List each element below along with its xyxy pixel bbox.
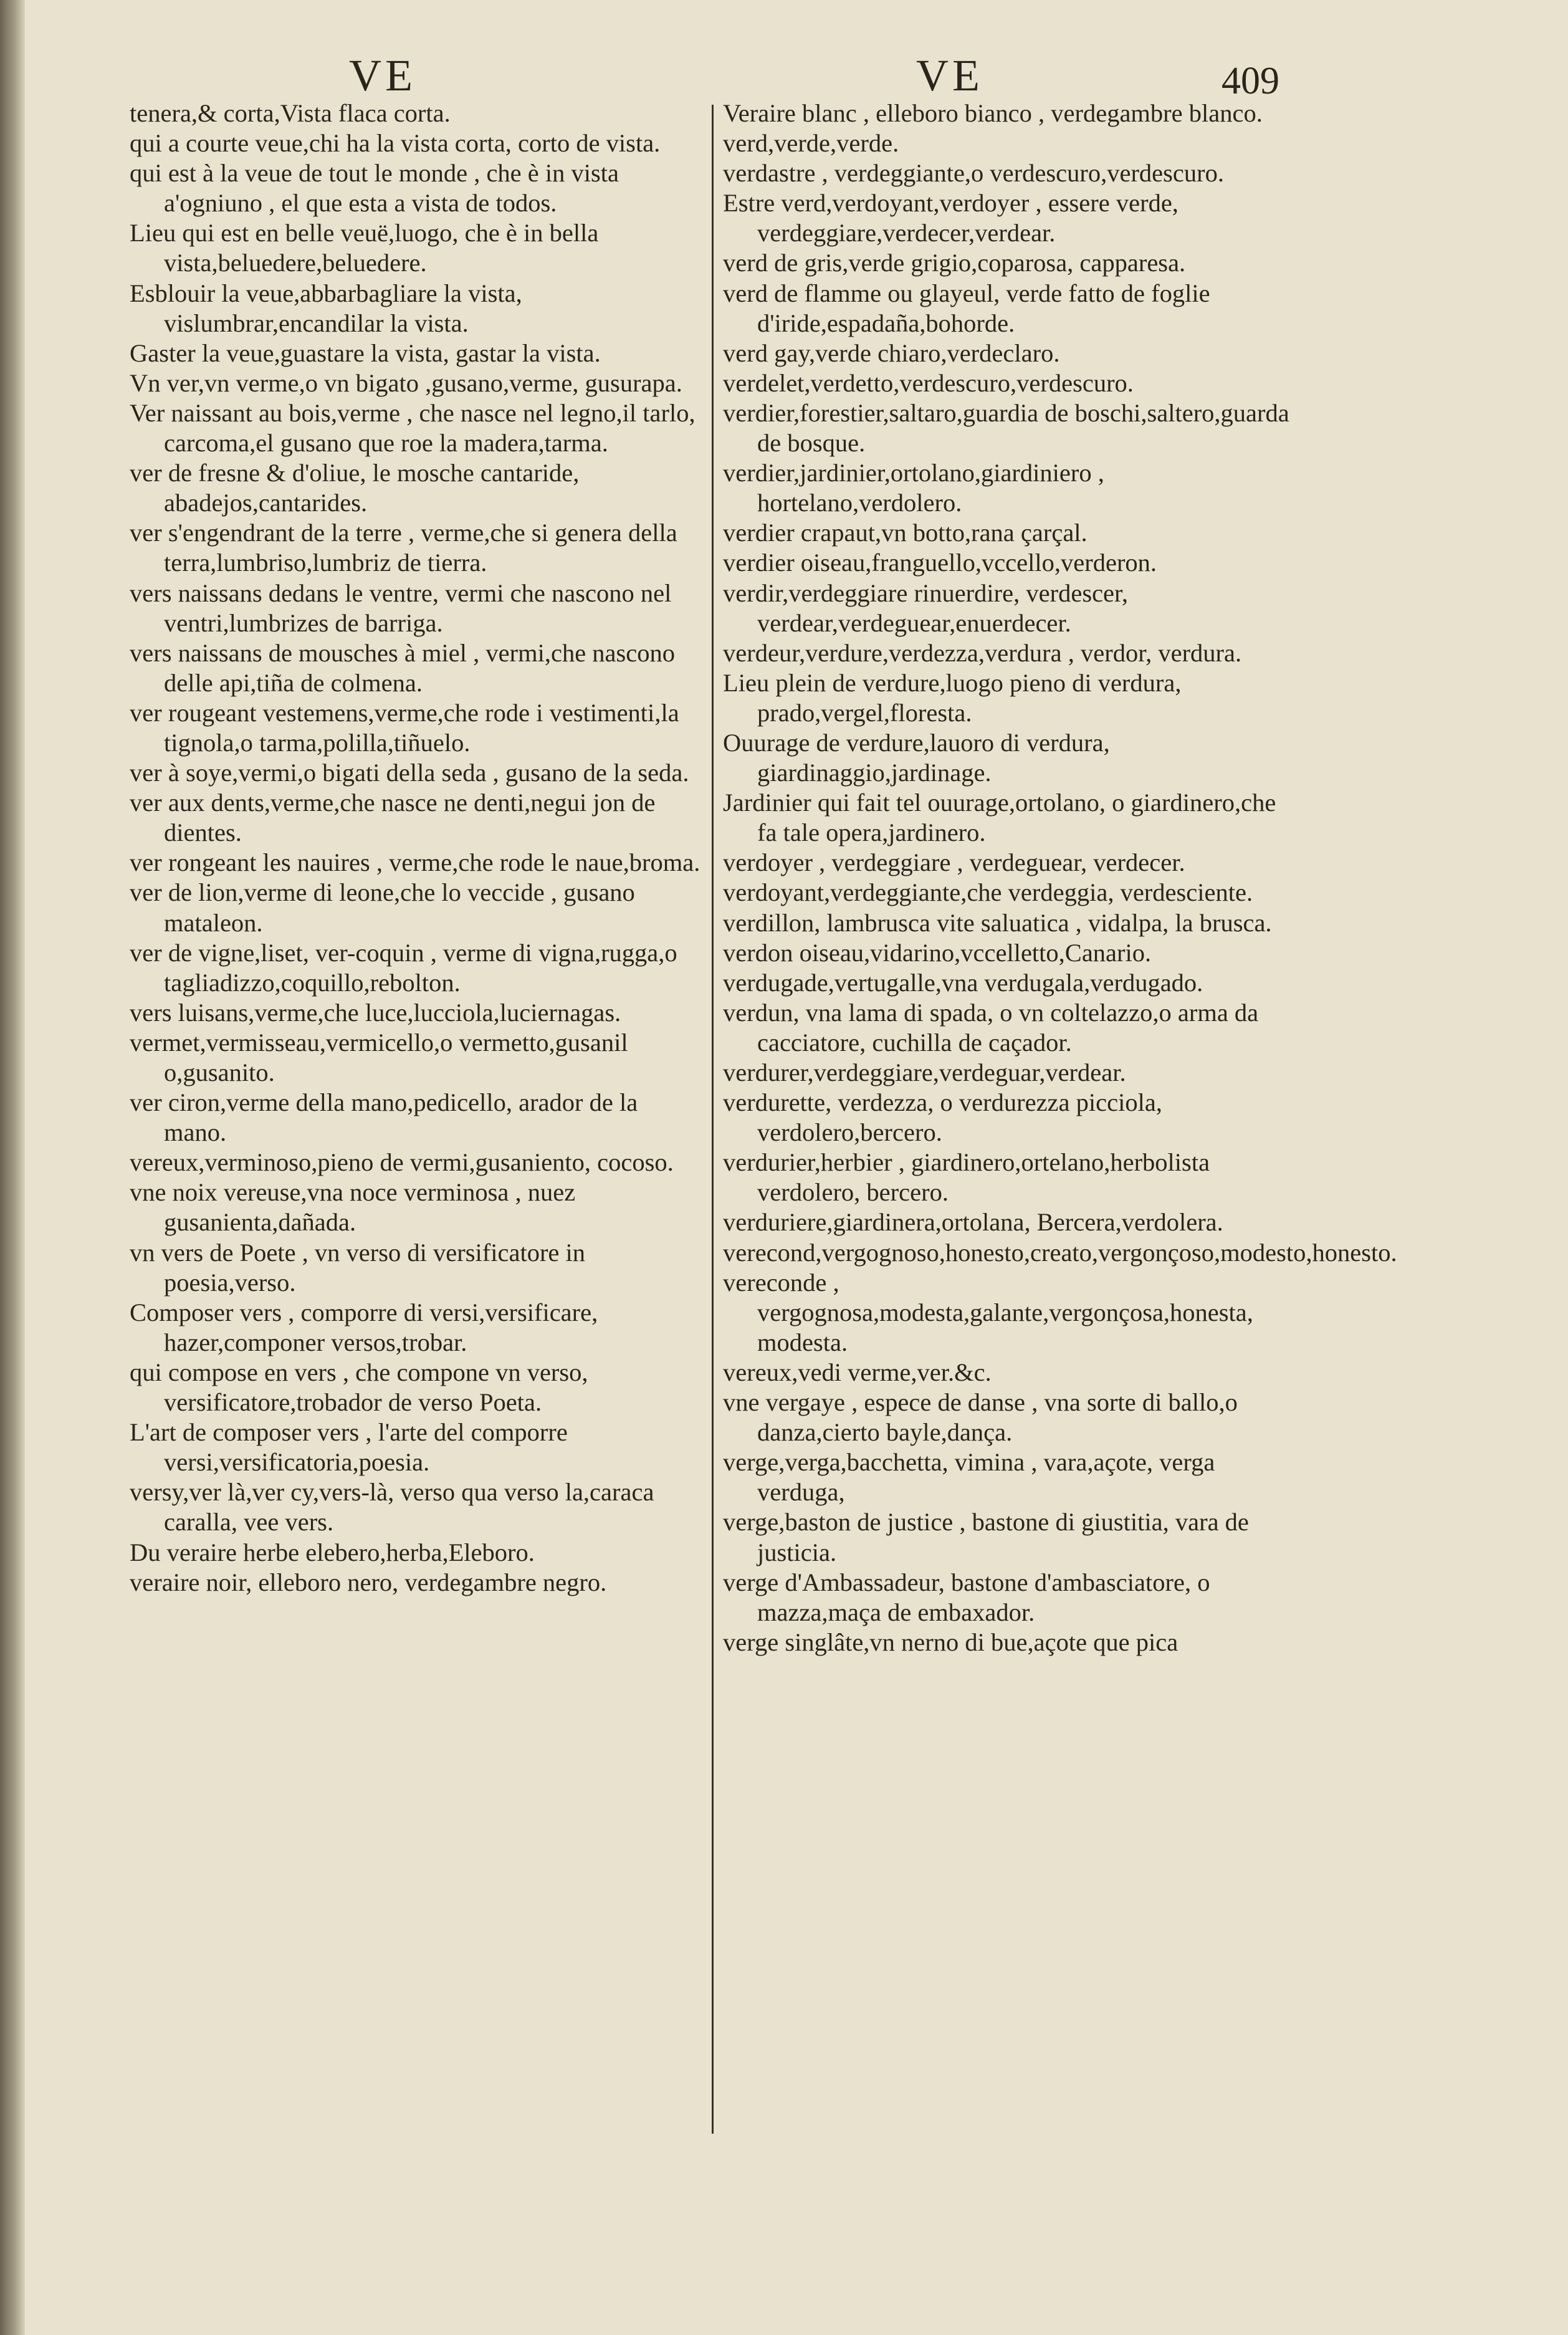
dictionary-entry: versy,ver là,ver cy,vers-là, verso qua verso la,caraca caralla, vee vers. bbox=[130, 1478, 654, 1537]
left-running-head: VE bbox=[349, 50, 416, 100]
dictionary-entry: Composer vers , comporre di versi,versificare, hazer,componer versos,trobar. bbox=[130, 1298, 598, 1356]
dictionary-entry: verd,verde,verde. bbox=[723, 129, 899, 158]
dictionary-entry: verge d'Ambassadeur, bastone d'ambasciatore, o mazza,maça de embaxador. bbox=[723, 1568, 1210, 1626]
dictionary-entry: ver de fresne & d'oliue, le mosche cantaride, abadejos,cantarides. bbox=[130, 459, 580, 517]
dictionary-entry: ver rongeant les nauires , verme,che rode le naue,broma. bbox=[130, 848, 700, 877]
dictionary-entry: tenera,& corta,Vista flaca corta. bbox=[130, 99, 451, 127]
dictionary-entry: Lieu plein de verdure,luogo pieno di verdura, prado,vergel,floresta. bbox=[723, 668, 1182, 727]
dictionary-entry: ver de lion,verme di leone,che lo veccide , gusano mataleon. bbox=[130, 878, 635, 937]
dictionary-entry: verdoyer , verdeggiare , verdeguear, verdecer. bbox=[723, 848, 1185, 877]
dictionary-entry: vereux,vedi verme,ver.&c. bbox=[723, 1358, 992, 1386]
dictionary-entry: qui compose en vers , che compone vn verso, versificatore,trobador de verso Poeta. bbox=[130, 1358, 588, 1417]
dictionary-entry: ver aux dents,verme,che nasce ne denti,negui jon de dientes. bbox=[130, 789, 656, 847]
dictionary-entry: verdir,verdeggiare rinuerdire, verdescer, verdear,verdeguear,enuerdecer. bbox=[723, 578, 1129, 637]
dictionary-entry: verdun, vna lama di spada, o vn coltelazzo,o arma da cacciatore, cuchilla de caçador. bbox=[723, 998, 1259, 1057]
dictionary-entry: verecond,vergognoso,honesto,creato,vergonçoso,modesto,honesto. bbox=[723, 1238, 1397, 1267]
dictionary-entry: vers naissans dedans le ventre, vermi che nascono nel ventri,lumbrizes de barriga. bbox=[130, 578, 672, 637]
dictionary-entry: verdier,jardinier,ortolano,giardiniero , hortelano,verdolero. bbox=[723, 459, 1104, 517]
dictionary-entry: verdugade,vertugalle,vna verdugala,verdugado. bbox=[723, 968, 1203, 997]
dictionary-entry: verdon oiseau,vidarino,vccelletto,Canario. bbox=[723, 938, 1152, 967]
dictionary-entry: vermet,vermisseau,vermicello,o vermetto,gusanil o,gusanito. bbox=[130, 1028, 628, 1086]
dictionary-entry: vers luisans,verme,che luce,lucciola,luciernagas. bbox=[130, 998, 621, 1027]
left-column bbox=[130, 98, 703, 1598]
dictionary-entry: verd de gris,verde grigio,coparosa, capparesa. bbox=[723, 249, 1186, 277]
dictionary-entry: verd de flamme ou glayeul, verde fatto de foglie d'iride,espadaña,bohorde. bbox=[723, 279, 1210, 337]
dictionary-entry: qui est à la veue de tout le monde , che è in vista a'ogniuno , el que esta a vista de todos. bbox=[130, 159, 619, 218]
column-divider bbox=[712, 105, 714, 2134]
dictionary-entry: verdurer,verdeggiare,verdeguar,verdear. bbox=[723, 1058, 1126, 1086]
dictionary-entry: Du veraire herbe elebero,herba,Eleboro. bbox=[130, 1538, 535, 1566]
dictionary-entry: Lieu qui est en belle veuë,luogo, che è in bella vista,beluedere,beluedere. bbox=[130, 219, 599, 277]
dictionary-entry: Vn ver,vn verme,o vn bigato ,gusano,verme, gusurapa. bbox=[130, 368, 682, 397]
dictionary-entry: verge singlâte,vn nerno di bue,açote que pica bbox=[723, 1628, 1178, 1656]
dictionary-entry: vne noix vereuse,vna noce verminosa , nuez gusanienta,dañada. bbox=[130, 1178, 576, 1237]
dictionary-entry: verge,verga,bacchetta, vimina , vara,açote, verga verduga, bbox=[723, 1448, 1215, 1507]
dictionary-entry: verdeur,verdure,verdezza,verdura , verdor, verdura. bbox=[723, 638, 1242, 667]
dictionary-entry: verdurette, verdezza, o verdurezza picciola, verdolero,bercero. bbox=[723, 1088, 1162, 1147]
dictionary-entry: ver à soye,vermi,o bigati della seda , gusano de la seda. bbox=[130, 759, 689, 787]
dictionary-entry: Jardinier qui fait tel ouurage,ortolano, o giardinero,che fa tale opera,jardinero. bbox=[723, 789, 1276, 847]
dictionary-entry: ver rougeant vestemens,verme,che rode i vestimenti,la tignola,o tarma,polilla,tiñuelo. bbox=[130, 698, 679, 757]
dictionary-entry: vereux,verminoso,pieno de vermi,gusaniento, cocoso. bbox=[130, 1148, 674, 1177]
right-running-head: VE bbox=[916, 50, 983, 100]
dictionary-entry: verdier oiseau,franguello,vccello,verderon. bbox=[723, 549, 1157, 577]
dictionary-entry: verdastre , verdeggiante,o verdescuro,verdescuro. bbox=[723, 159, 1225, 188]
dictionary-entry: verdelet,verdetto,verdescuro,verdescuro. bbox=[723, 368, 1134, 397]
dictionary-entry: L'art de composer vers , l'arte del comporre versi,versificatoria,poesia. bbox=[130, 1418, 568, 1477]
dictionary-entry: Ouurage de verdure,lauoro di verdura, giardinaggio,jardinage. bbox=[723, 728, 1110, 787]
book-spine-shadow bbox=[0, 0, 25, 2335]
dictionary-entry: ver s'engendrant de la terre , verme,che si genera della terra,lumbriso,lumbriz de tierra. bbox=[130, 519, 677, 577]
dictionary-entry: verge,baston de justice , bastone di giustitia, vara de justicia. bbox=[723, 1508, 1249, 1566]
dictionary-entry: verduriere,giardinera,ortolana, Bercera,verdolera. bbox=[723, 1208, 1223, 1237]
page-number: 409 bbox=[1221, 60, 1279, 102]
dictionary-entry: qui a courte veue,chi ha la vista corta, corto de vista. bbox=[130, 129, 661, 158]
dictionary-entry: Ver naissant au bois,verme , che nasce nel legno,il tarlo, carcoma,el gusano que roe la madera,tarma. bbox=[130, 398, 696, 458]
dictionary-entry: vers naissans de mousches à miel , vermi,che nascono delle api,tiña de colmena. bbox=[130, 638, 676, 697]
dictionary-entry: verdurier,herbier , giardinero,ortelano,herbolista verdolero, bercero. bbox=[723, 1148, 1210, 1207]
dictionary-entry: verdoyant,verdeggiante,che verdeggia, verdesciente. bbox=[723, 878, 1253, 907]
dictionary-entry: Gaster la veue,guastare la vista, gastar la vista. bbox=[130, 338, 601, 367]
dictionary-entry: Esblouir la veue,abbarbagliare la vista, vislumbrar,encandilar la vista. bbox=[130, 279, 522, 337]
dictionary-entry: veraire noir, elleboro nero, verdegambre negro. bbox=[130, 1568, 607, 1596]
dictionary-entry: ver ciron,verme della mano,pedicello, arador de la mano. bbox=[130, 1088, 638, 1147]
dictionary-entry: vn vers de Poete , vn verso di versificatore in poesia,verso. bbox=[130, 1238, 586, 1297]
dictionary-entry: verd gay,verde chiaro,verdeclaro. bbox=[723, 338, 1060, 367]
dictionary-entry: Veraire blanc , elleboro bianco , verdegambre blanco. bbox=[723, 99, 1263, 127]
dictionary-entry: ver de vigne,liset, ver-coquin , verme di vigna,rugga,o tagliadizzo,coquillo,rebolton. bbox=[130, 938, 677, 997]
dictionary-entry: verdier crapaut,vn botto,rana çarçal. bbox=[723, 519, 1088, 547]
dictionary-entry: Estre verd,verdoyant,verdoyer , essere verde, verdeggiare,verdecer,verdear. bbox=[723, 189, 1178, 247]
dictionary-entry: vereconde , vergognosa,modesta,galante,vergonçosa,honesta, modesta. bbox=[723, 1268, 1253, 1356]
dictionary-entry: verdier,forestier,saltaro,guardia de boschi,saltero,guarda de bosque. bbox=[723, 398, 1289, 458]
right-column bbox=[723, 98, 1397, 1657]
dictionary-entry: vne vergaye , espece de danse , vna sorte di ballo,o danza,cierto bayle,dança. bbox=[723, 1388, 1238, 1447]
dictionary-entry: verdillon, lambrusca vite saluatica , vidalpa, la brusca. bbox=[723, 908, 1272, 937]
